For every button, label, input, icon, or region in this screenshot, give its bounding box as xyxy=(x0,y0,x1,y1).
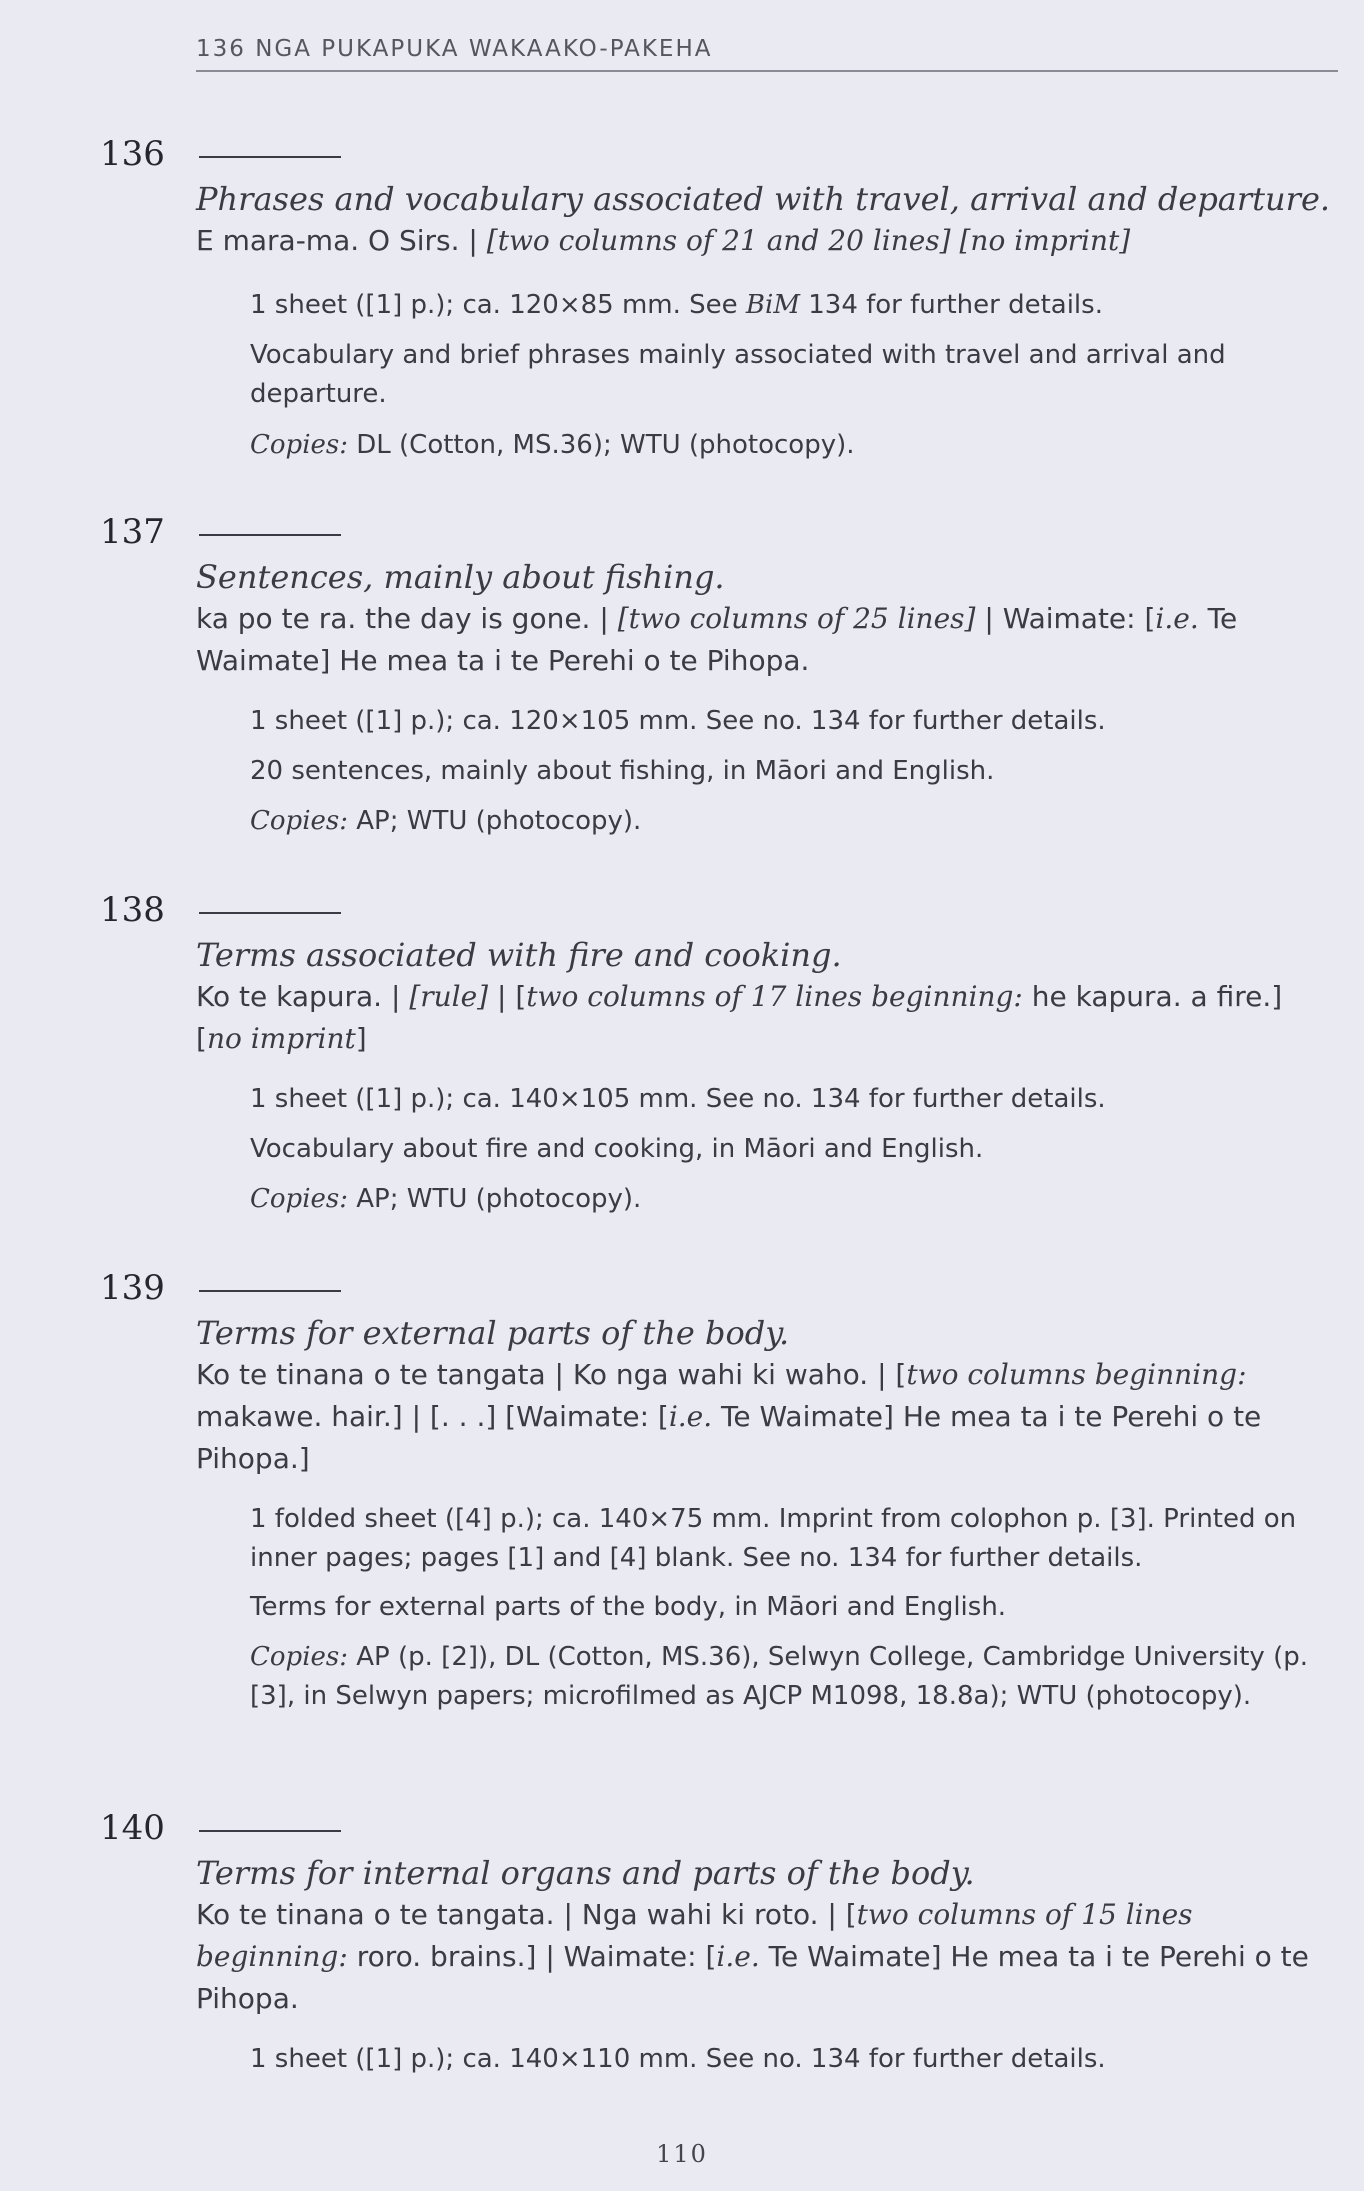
physical-text-end: 134 for further details. xyxy=(799,290,1103,320)
entry-physical-description: 1 sheet ([1] p.); ca. 140×110 mm. See no. 134 for further details. xyxy=(250,2044,1106,2074)
transcription-abbrev: i.e. xyxy=(716,1940,760,1973)
transcription-text-2: roro. brains.] | Waimate: [ xyxy=(347,1940,717,1973)
entry-description: Terms for external parts of the body, in Māori and English. xyxy=(250,1592,1007,1622)
entry-copies xyxy=(250,1638,1336,1716)
entry-transcription xyxy=(196,1354,1336,1480)
transcription-text-3: Te Waimate] He mea ta i te Perehi o te Pihopa. xyxy=(196,1940,1309,2015)
entry-physical-description: 1 folded sheet ([4] p.); ca. 140×75 mm. Imprint from colophon p. [3]. Printed on inner pages; pages [1] and [4] blank. See no. 134 for further details. xyxy=(250,1504,1297,1573)
page-folio: 110 xyxy=(656,2140,708,2168)
entry-physical-description: 1 sheet ([1] p.); ca. 140×105 mm. See no. 134 for further details. xyxy=(250,1084,1106,1114)
copies-label: Copies: xyxy=(250,1184,348,1214)
transcription-text-4: ] xyxy=(355,1022,367,1055)
transcription-text-3: he kapura. a fire.] [ xyxy=(196,980,1283,1055)
entry-number: 139 xyxy=(100,1268,165,1308)
entry-transcription xyxy=(196,976,1336,1060)
running-head: 136 NGA PUKAPUKA WAKAAKO-PAKEHA xyxy=(196,36,1338,72)
entry-number: 140 xyxy=(100,1808,165,1848)
entry-title: Terms for internal organs and parts of the body. xyxy=(196,1854,975,1892)
entry-description: Vocabulary and brief phrases mainly associated with travel and arrival and departure. xyxy=(250,340,1226,409)
transcription-note-2: two columns of 17 lines beginning: xyxy=(526,980,1023,1013)
copies-text: DL (Cotton, MS.36); WTU (photocopy). xyxy=(348,430,855,460)
transcription-text-2: | [ xyxy=(488,980,527,1013)
transcription-note: [two columns of 25 lines] xyxy=(617,602,976,635)
entry-dash-rule xyxy=(199,1830,341,1832)
transcription-text: Ko te kapura. | xyxy=(196,980,410,1013)
entry-transcription xyxy=(196,598,1336,682)
transcription-note: two columns of 15 lines beginning: xyxy=(196,1898,1193,1973)
entry-transcription xyxy=(196,1894,1336,2020)
entry-dash-rule xyxy=(199,1290,341,1292)
entry-physical-description xyxy=(250,286,1336,325)
entry-number: 136 xyxy=(100,134,165,174)
entry-copies xyxy=(250,1180,1336,1219)
entry-description: Vocabulary about fire and cooking, in Māori and English. xyxy=(250,1134,984,1164)
entry-number: 138 xyxy=(100,890,165,930)
transcription-text: E mara-ma. O Sirs. | xyxy=(196,224,487,257)
entry-transcription xyxy=(196,220,1336,262)
copies-label: Copies: xyxy=(250,806,348,836)
transcription-text-3: Te Waimate] He mea ta i te Perehi o te Pihopa. xyxy=(196,602,1238,677)
transcription-text-2: | Waimate: [ xyxy=(975,602,1156,635)
transcription-text: Ko te tinana o te tangata. | Nga wahi ki roto. | [ xyxy=(196,1898,857,1931)
entry-title: Sentences, mainly about fishing. xyxy=(196,558,725,596)
transcription-note: [two columns of 21 and 20 lines] [no imprint] xyxy=(486,224,1131,257)
entry-title: Terms associated with fire and cooking. xyxy=(196,936,842,974)
entry-title: Terms for external parts of the body. xyxy=(196,1314,790,1352)
copies-label: Copies: xyxy=(250,1642,348,1672)
entry-copies xyxy=(250,802,1336,841)
transcription-text: ka po te ra. the day is gone. | xyxy=(196,602,618,635)
entry-number: 137 xyxy=(100,512,165,552)
entry-physical-description: 1 sheet ([1] p.); ca. 120×105 mm. See no. 134 for further details. xyxy=(250,706,1106,736)
transcription-note: [rule] xyxy=(409,980,489,1013)
transcription-note: two columns beginning: xyxy=(906,1358,1247,1391)
transcription-text: Ko te tinana o te tangata | Ko nga wahi ki waho. | [ xyxy=(196,1358,907,1391)
copies-text: AP; WTU (photocopy). xyxy=(348,806,642,836)
transcription-text-3: Te Waimate] He mea ta i te Perehi o te Pihopa.] xyxy=(196,1400,1262,1475)
copies-label: Copies: xyxy=(250,430,348,460)
physical-reference: BiM xyxy=(745,290,800,320)
entry-copies xyxy=(250,426,1336,465)
transcription-abbrev: i.e. xyxy=(1155,602,1199,635)
entry-dash-rule xyxy=(199,912,341,914)
copies-text: AP; WTU (photocopy). xyxy=(348,1184,642,1214)
entry-title: Phrases and vocabulary associated with travel, arrival and departure. xyxy=(196,180,1331,218)
transcription-text-2: makawe. hair.] | [. . .] [Waimate: [ xyxy=(196,1400,669,1433)
entry-dash-rule xyxy=(199,534,341,536)
entry-description: 20 sentences, mainly about fishing, in Māori and English. xyxy=(250,756,995,786)
transcription-note-3: no imprint xyxy=(206,1022,356,1055)
physical-text: 1 sheet ([1] p.); ca. 120×85 mm. See xyxy=(250,290,746,320)
entry-dash-rule xyxy=(199,156,341,158)
transcription-abbrev: i.e. xyxy=(668,1400,713,1433)
copies-text: AP (p. [2]), DL (Cotton, MS.36), Selwyn College, Cambridge University (p. [3], in Selwyn papers; microfilmed as AJCP M1098, 18.8a); WTU (photocopy). xyxy=(250,1642,1308,1711)
